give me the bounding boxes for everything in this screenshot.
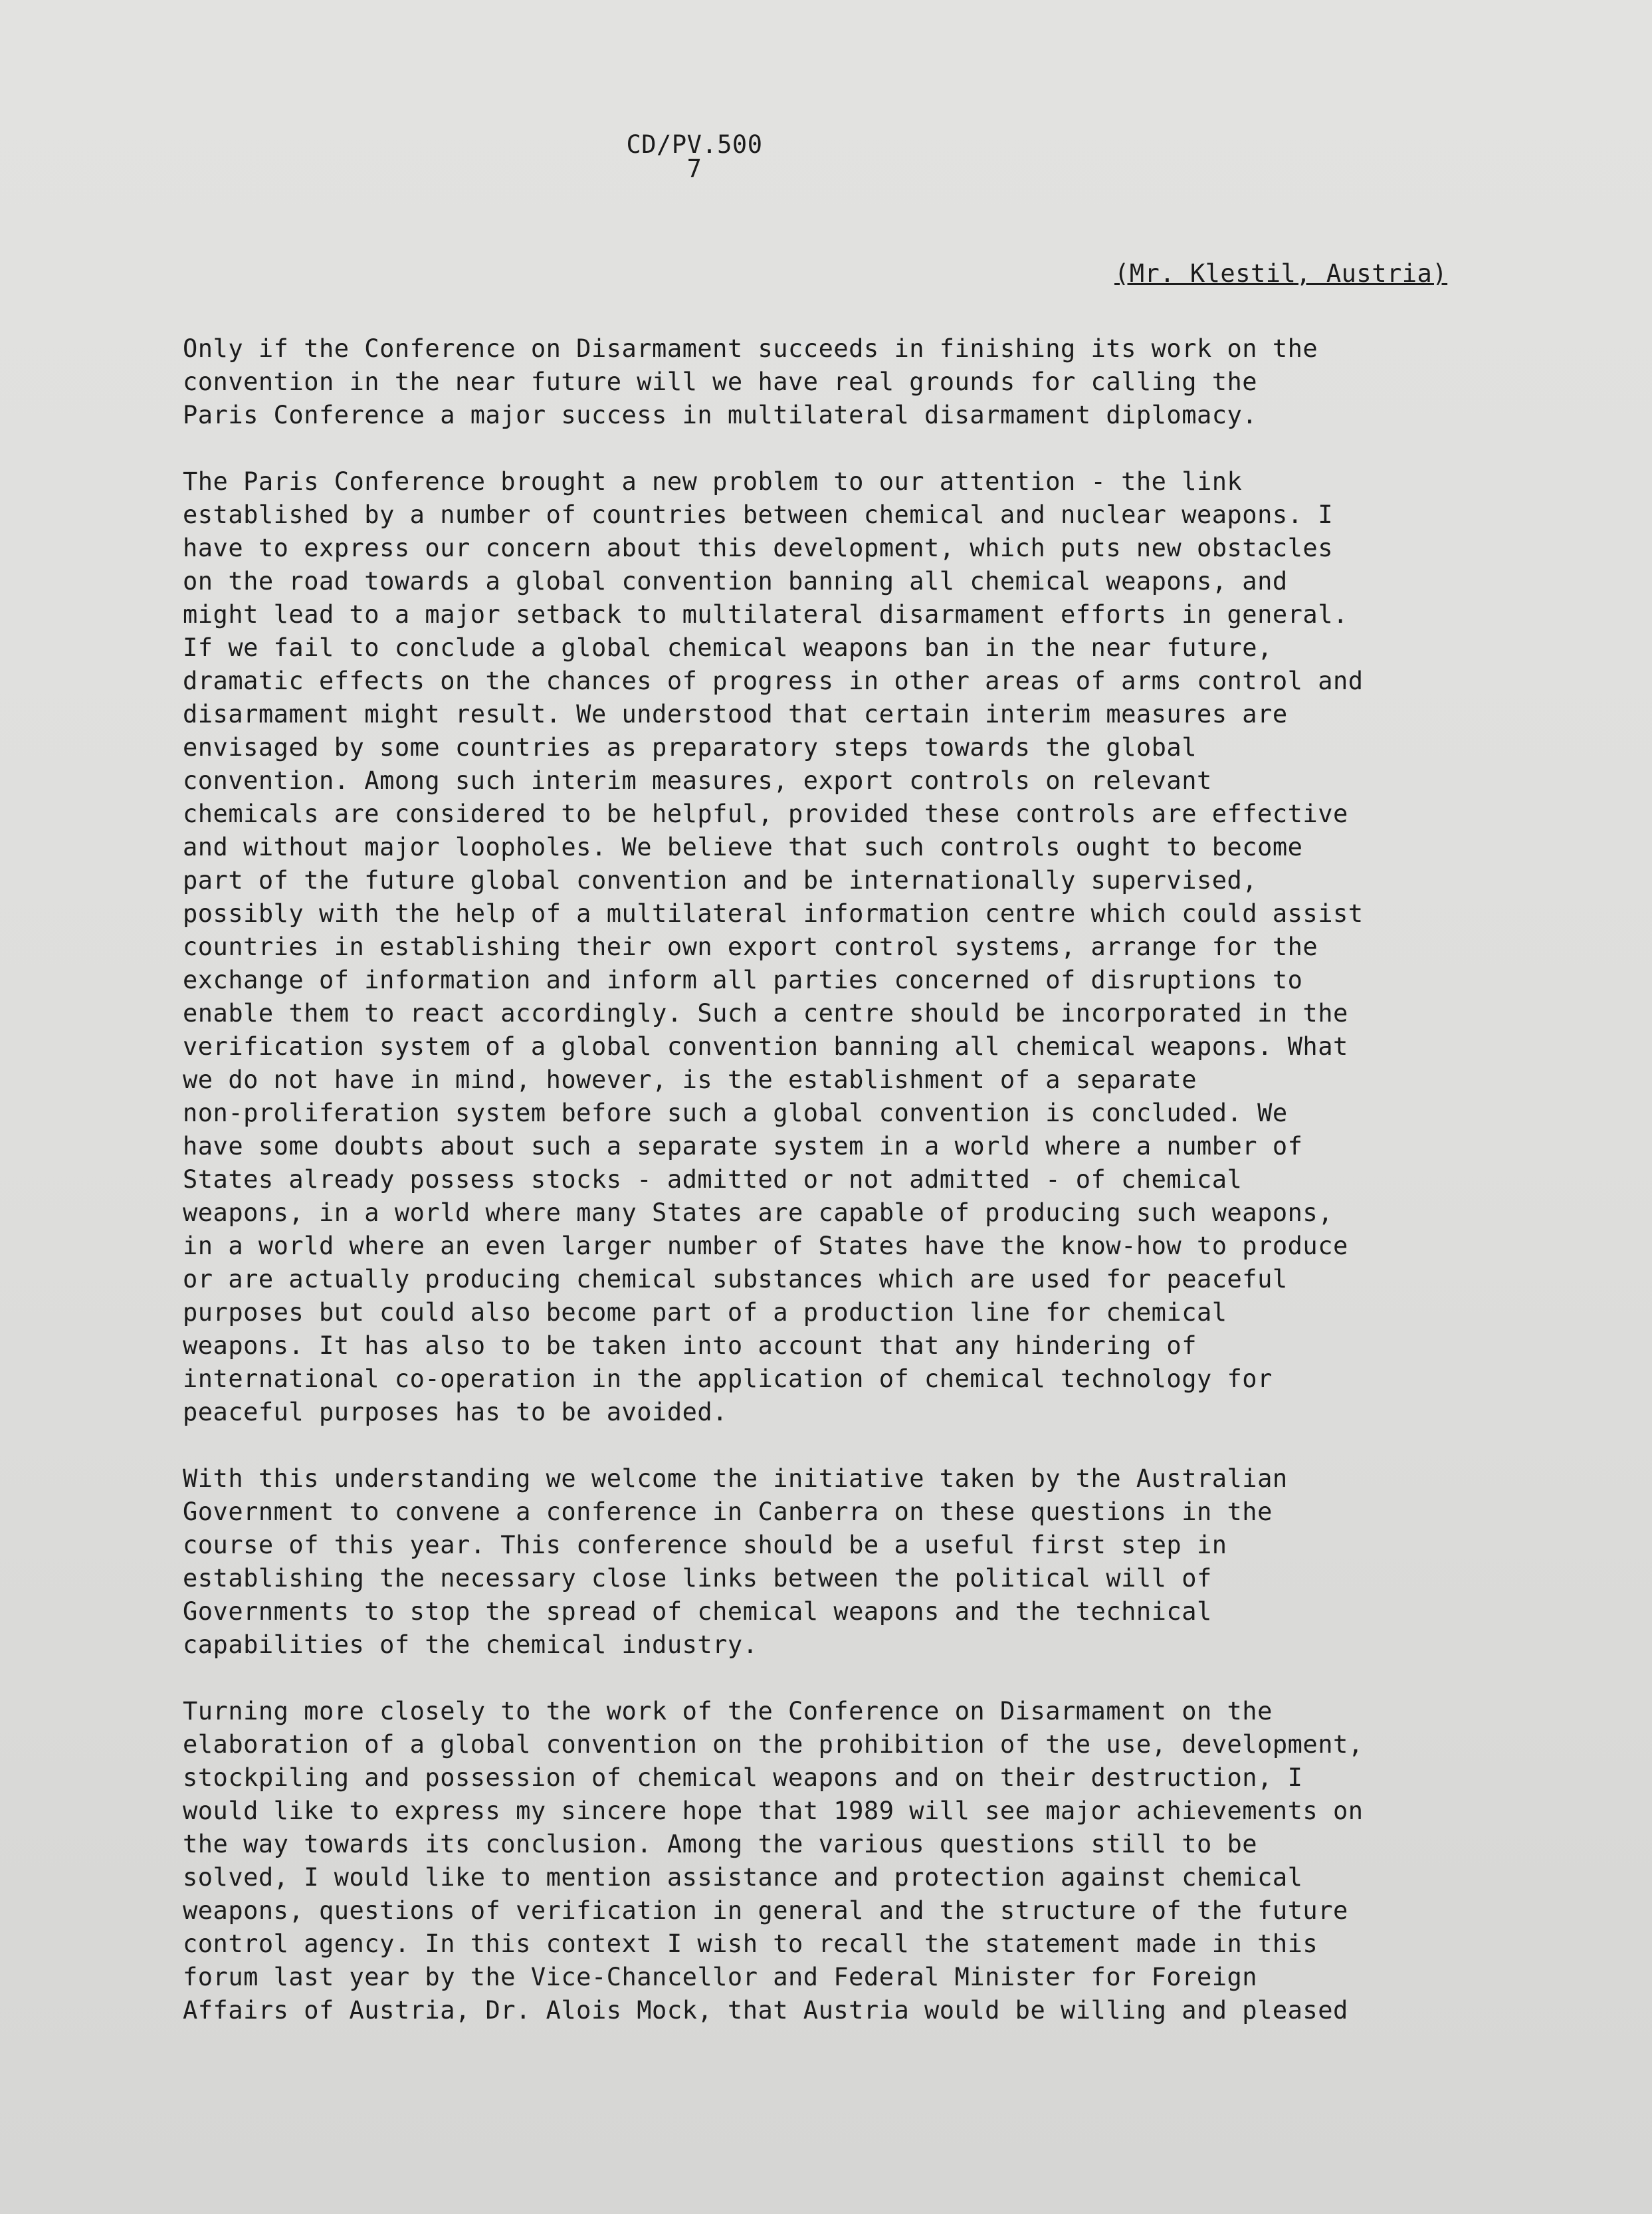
document-reference: CD/PV.500 [626,130,763,159]
paragraph: The Paris Conference brought a new problem to our attention - the link established by a number of countries between chemical and nuclear weapons. I have to express our concern about this development, which puts new obstacles on the road towards a global convention banning all chemical weapons, and might lead to a major setback to multilateral disarmament efforts in general. If we fail to conclude a global chemical weapons ban in the near future, dramatic effects on the chances of progress in other areas of arms control and disarmament might result. We understood that certain interim measures are envisaged by some countries as preparatory steps towards the global convention. Among such interim measures, export controls on relevant chemicals are considered to be helpful, provided these controls are effective and without major loopholes. We believe that such controls ought to become part of the future global convention and be internationally supervised, possibly with the help of a multilateral information centre which could assist countries in establishing their own export control systems, arrange for the exchange of information and inform all parties concerned of disruptions to enable them to react accordingly. Such a centre should be incorporated in the verification system of a global convention banning all chemical weapons. What we do not have in mind, however, is the establishment of a separate non-proliferation system before such a global convention is concluded. We have some doubts about such a separate system in a world where a number of States already possess stocks - admitted or not admitted - of chemical weapons, in a world where many States are capable of producing such weapons, in a world where an even larger number of States have the know-how to produce or are actually producing chemical substances which are used for peaceful purposes but could also become part of a production line for chemical weapons. It has also to be taken into account that any hindering of international co-operation in the application of chemical technology for peaceful purposes has to be avoided. [183,467,1364,1426]
document-header [369,130,1020,183]
statement-text [183,332,1505,2060]
document-body [183,130,1505,2025]
paragraph: Only if the Conference on Disarmament succeeds in finishing its work on the convention in the near future will we have real grounds for calling the Paris Conference a major success in multilateral disarmament diplomacy. [183,334,1318,429]
speaker-attribution: (Mr. Klestil, Austria) [1114,259,1448,288]
paragraph: Turning more closely to the work of the Conference on Disarmament on the elaboration of a global convention on the prohibition of the use, development, stockpiling and possession of chemical weapons and on their destruction, I would like to express my sincere hope that 1989 will see major achievements on the way towards its conclusion. Among the various questions still to be solved, I would like to mention assistance and protection against chemical weapons, questions of verification in general and the structure of the future control agency. In this context I wish to recall the statement made in this forum last year by the Vice-Chancellor and Federal Minister for Foreign Affairs of Austria, Dr. Alois Mock, that Austria would be willing and pleased [183,1697,1364,2025]
paragraph: With this understanding we welcome the initiative taken by the Australian Government to convene a conference in Canberra on these questions in the course of this year. This conference should be a useful first step in establishing the necessary close links between the political will of Governments to stop the spread of chemical weapons and the technical capabilities of the chemical industry. [183,1464,1288,1659]
page-number: 7 [686,154,702,183]
